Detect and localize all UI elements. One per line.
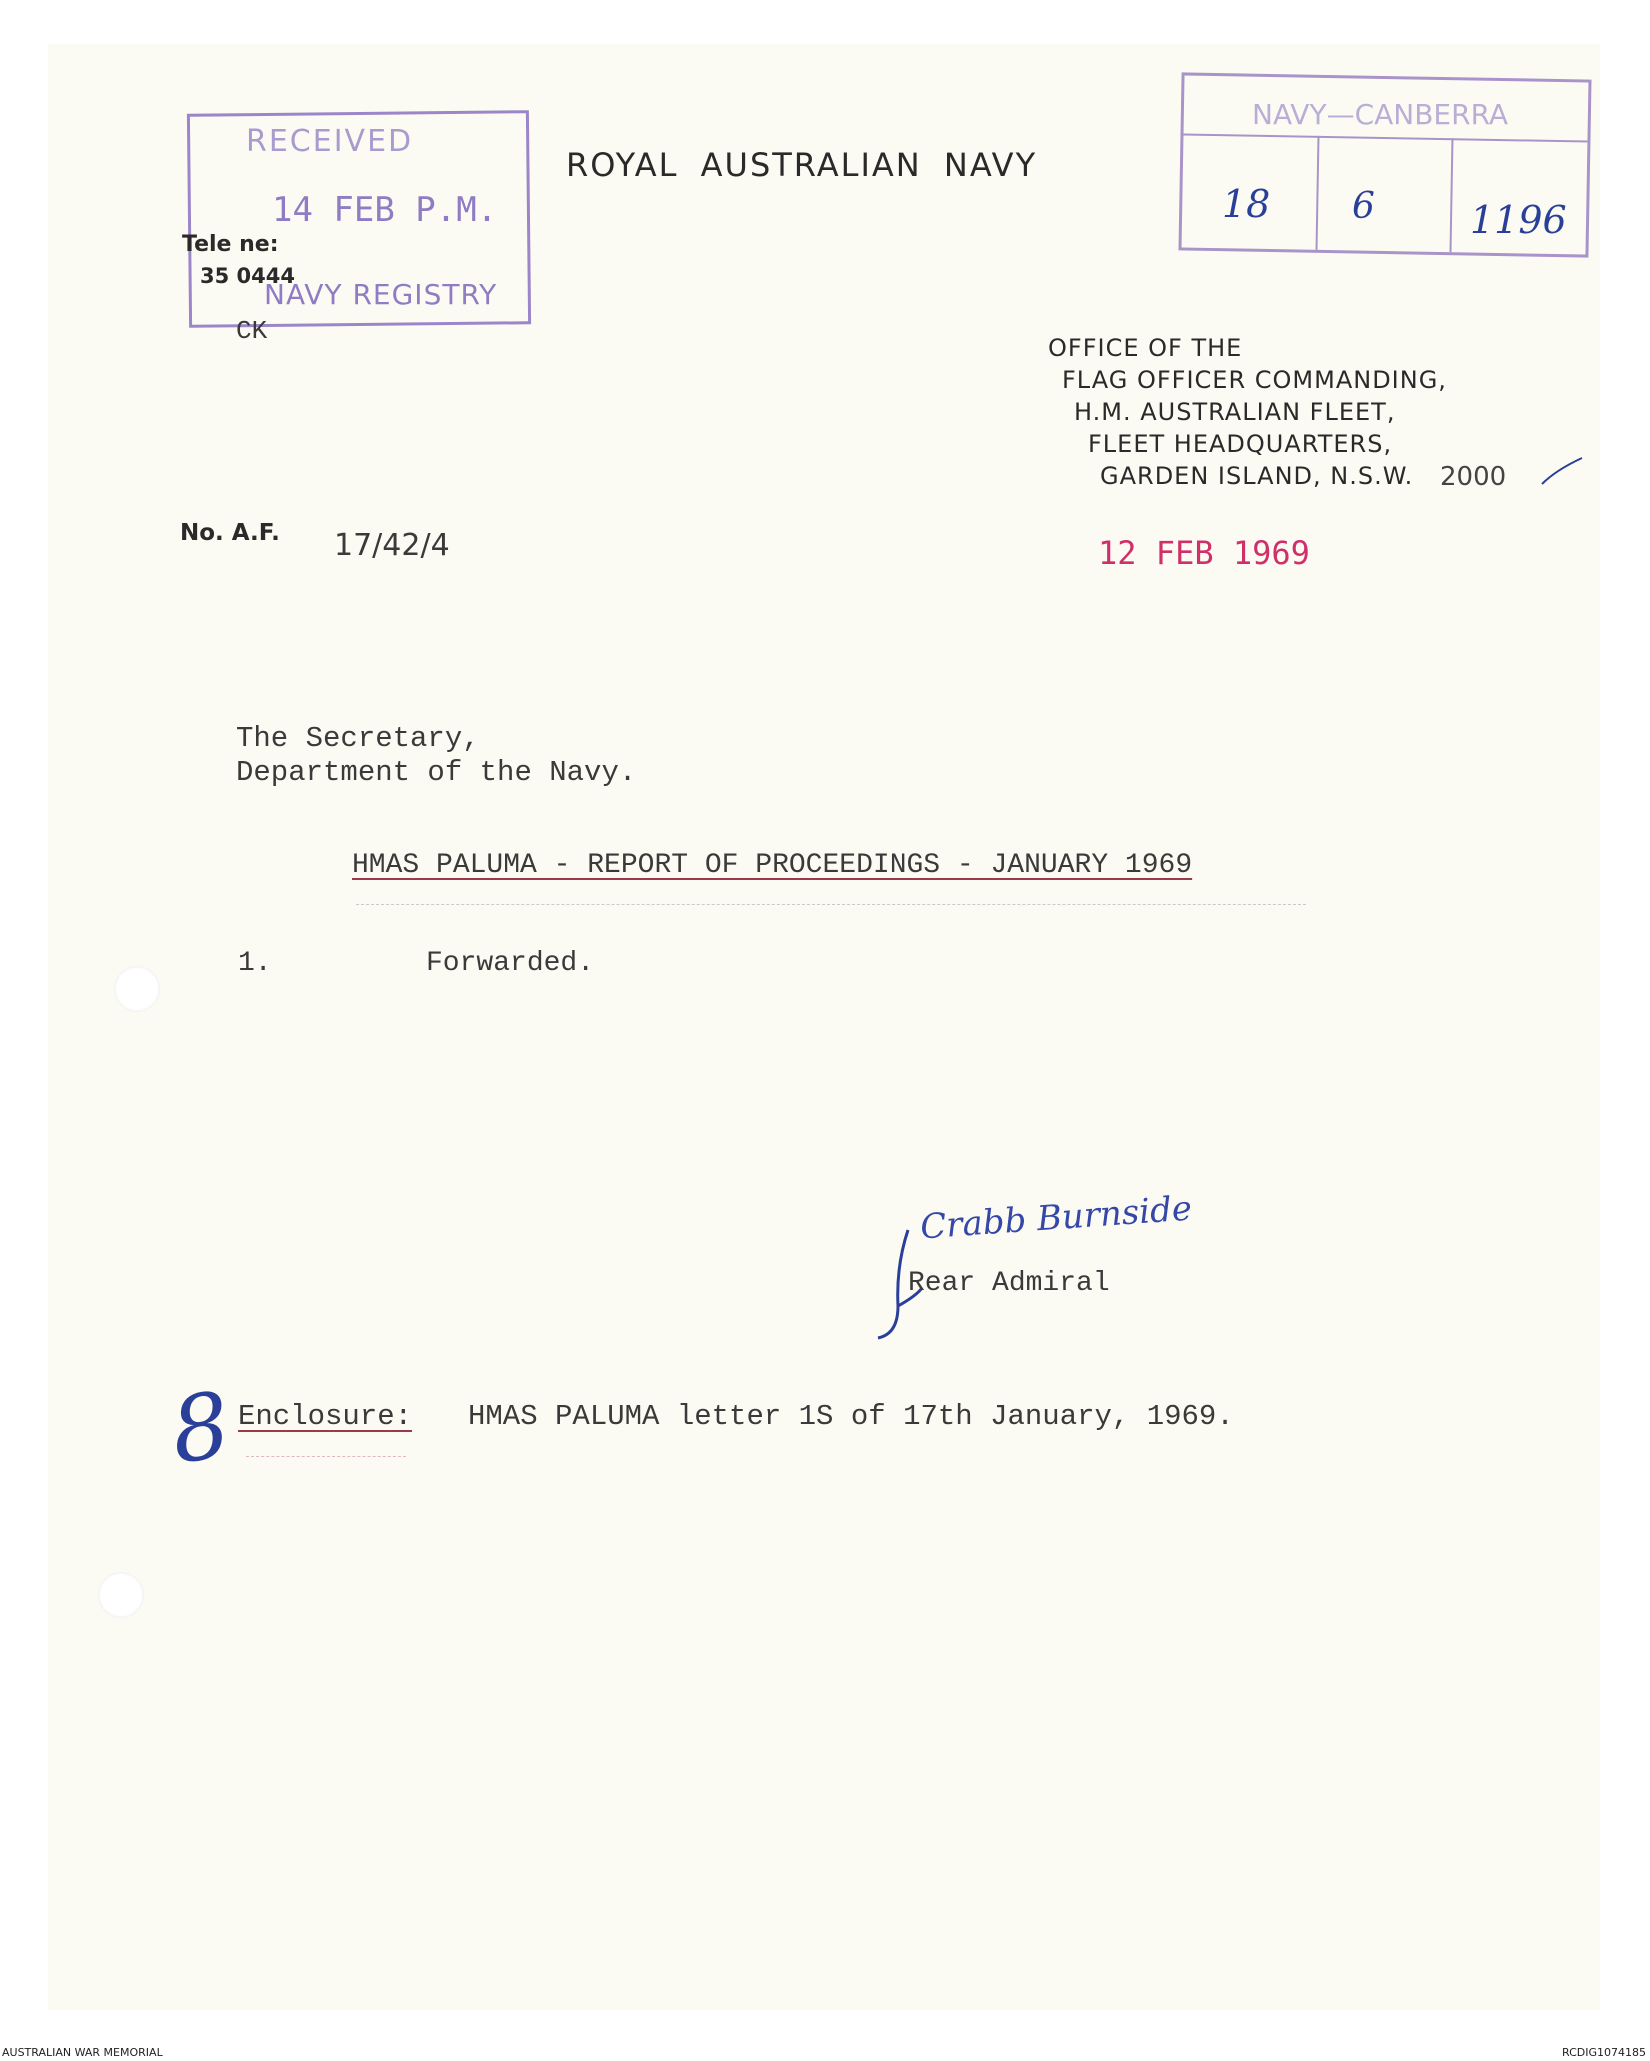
navy-stamp-cell-1: 18	[1222, 182, 1271, 226]
signatory-title: Rear Admiral	[908, 1268, 1110, 1299]
addressee-line-1: The Secretary,	[236, 722, 480, 755]
received-stamp-registry: NAVY REGISTRY	[264, 278, 498, 311]
signature-text: Crabb Burnside	[918, 1188, 1194, 1248]
postcode: 2000	[1440, 462, 1507, 492]
paragraph-number: 1.	[238, 948, 272, 979]
telephone-label: Tele ne:	[182, 232, 279, 257]
subject-underline-dashes	[356, 904, 1306, 905]
ref-label: No. A.F.	[180, 520, 280, 546]
office-line-2: FLAG OFFICER COMMANDING,	[1062, 366, 1447, 394]
navy-stamp-cell-3: 1196	[1470, 198, 1567, 242]
office-line-4: FLEET HEADQUARTERS,	[1088, 430, 1393, 458]
footer-right: RCDIG1074185	[1561, 2046, 1646, 2059]
org-title: ROYAL AUSTRALIAN NAVY	[566, 146, 1038, 184]
addressee-line-2: Department of the Navy.	[236, 756, 637, 789]
office-line-3: H.M. AUSTRALIAN FLEET,	[1074, 398, 1396, 426]
telephone-number: 35 0444	[200, 264, 295, 288]
enclosure-mark: 8	[164, 1372, 237, 1485]
received-stamp-title: RECEIVED	[246, 124, 414, 159]
subject-line: HMAS PALUMA - REPORT OF PROCEEDINGS - JANUARY 1969	[352, 850, 1193, 881]
ref-number: 17/42/4	[334, 528, 450, 563]
enclosure-underline-dashes	[246, 1456, 406, 1457]
navy-stamp-cell-2: 6	[1352, 186, 1375, 227]
paragraph-text: Forwarded.	[426, 948, 595, 979]
enclosure-text: HMAS PALUMA letter 1S of 17th January, 1969.	[468, 1400, 1234, 1433]
date-stamp: 12 FEB 1969	[1098, 534, 1310, 572]
punch-hole	[98, 1572, 144, 1618]
enclosure-label: Enclosure:	[238, 1400, 413, 1433]
tick-mark-icon	[1540, 456, 1584, 486]
office-line-5: GARDEN ISLAND, N.S.W.	[1100, 462, 1414, 490]
ck-initials: CK	[236, 316, 268, 346]
office-line-1: OFFICE OF THE	[1048, 334, 1243, 362]
footer-left: AUSTRALIAN WAR MEMORIAL	[2, 2046, 163, 2059]
punch-hole	[114, 966, 160, 1012]
letter-page	[48, 44, 1600, 2010]
navy-stamp-title: NAVY—CANBERRA	[1252, 98, 1509, 131]
received-stamp-date: 14 FEB P.M.	[272, 190, 498, 230]
